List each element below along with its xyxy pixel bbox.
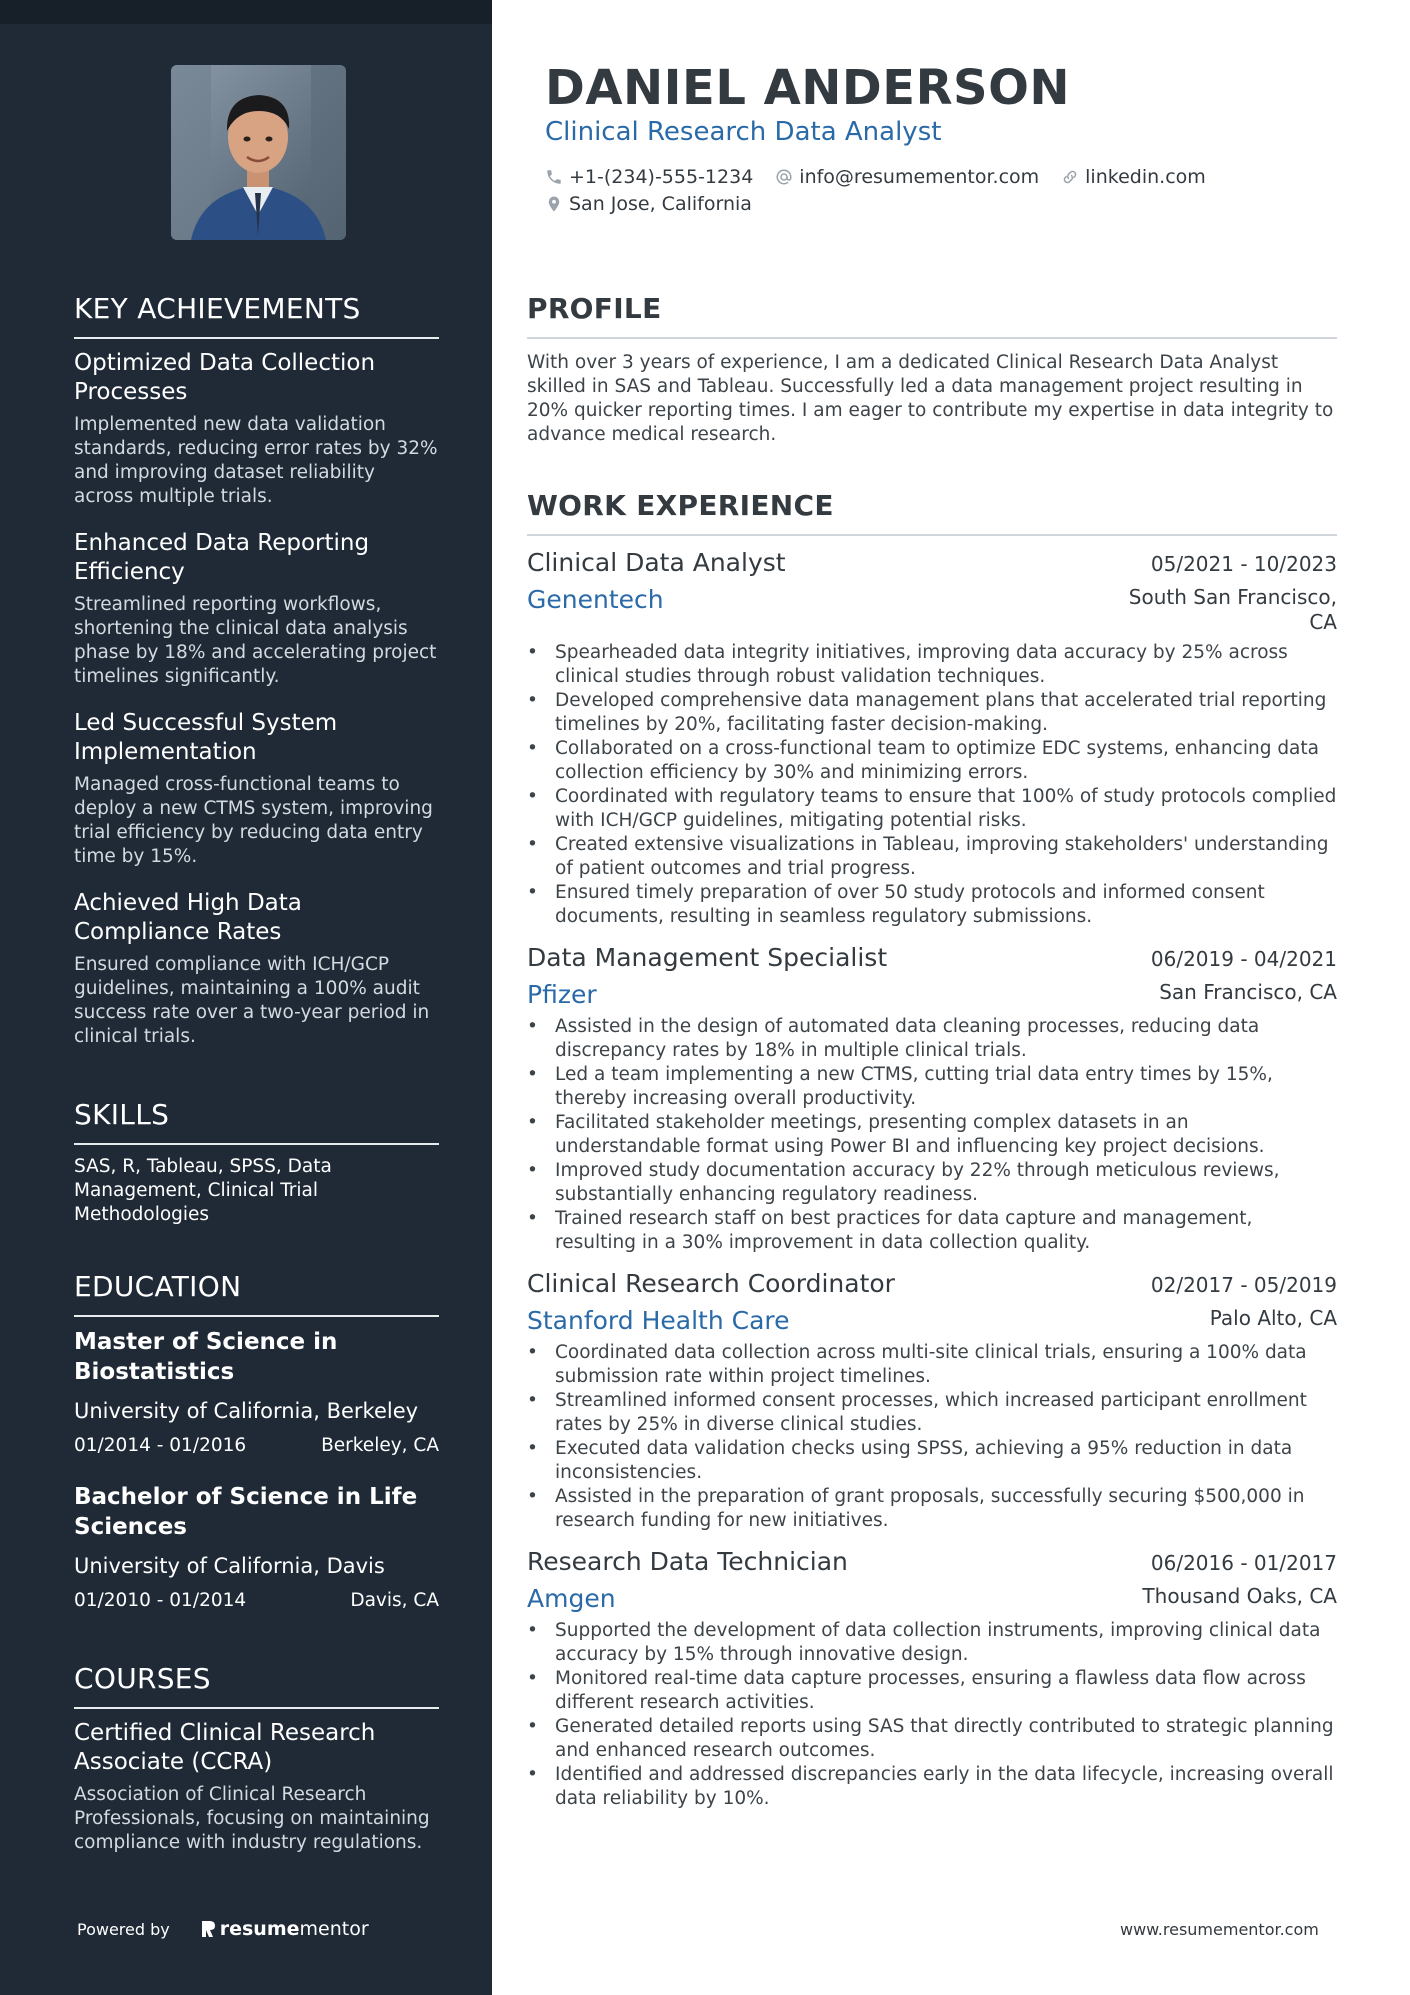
education-item bbox=[74, 1482, 439, 1611]
job-bullet: • Coordinated with regulatory teams to ensure that 100% of study protocols complied with ICH/GCP guidelines, mitigating potential risks. bbox=[527, 785, 1337, 833]
sidebar-top-bar bbox=[0, 0, 492, 24]
phone-contact[interactable] bbox=[545, 166, 753, 188]
job-company: Amgen bbox=[527, 1584, 616, 1613]
education-degree: Master of Science in Biostatistics bbox=[74, 1329, 338, 1385]
job-role: Research Data Technician bbox=[527, 1547, 848, 1576]
job-location: Palo Alto, CA bbox=[1209, 1306, 1337, 1330]
job-company: Pfizer bbox=[527, 980, 597, 1009]
job-company: Stanford Health Care bbox=[527, 1306, 790, 1335]
linkedin-text: linkedin.com bbox=[1085, 165, 1206, 188]
achievement-title: Led Successful System Implementation bbox=[74, 710, 338, 765]
job-bullet: • Assisted in the preparation of grant proposals, successfully securing $500,000 in research funding for new initiatives. bbox=[527, 1485, 1337, 1533]
candidate-name: DANIEL ANDERSON bbox=[545, 60, 1071, 116]
sidebar bbox=[0, 0, 492, 1995]
job-bullet: • Ensured timely preparation of over 50 study protocols and informed consent documents, resulting in seamless regulatory submissions. bbox=[527, 881, 1337, 929]
job-dates: 06/2019 - 04/2021 bbox=[1150, 947, 1337, 971]
job-role: Clinical Research Coordinator bbox=[527, 1269, 895, 1298]
job-bullet: • Improved study documentation accuracy by 22% through meticulous reviews, substantially enhancing regulatory readiness. bbox=[527, 1159, 1337, 1207]
job-dates: 06/2016 - 01/2017 bbox=[1150, 1551, 1337, 1575]
courses-section bbox=[74, 1662, 439, 1855]
brand-name-light: mentor bbox=[299, 1918, 369, 1940]
job-role: Clinical Data Analyst bbox=[527, 548, 786, 577]
courses-heading: COURSES bbox=[74, 1662, 439, 1709]
candidate-title: Clinical Research Data Analyst bbox=[545, 117, 942, 147]
phone-icon bbox=[545, 168, 563, 186]
skills-section bbox=[74, 1098, 439, 1227]
main-content bbox=[492, 0, 1410, 1995]
achievement-description: Ensured compliance with ICH/GCP guidelines, maintaining a 100% audit success rate over a two-year period in clinical trials. bbox=[74, 954, 430, 1047]
achievement-description: Streamlined reporting workflows, shortening the clinical data analysis phase by 18% and accelerating project timelines significantly. bbox=[74, 594, 437, 687]
course-description: Association of Clinical Research Professionals, focusing on maintaining compliance with industry regulations. bbox=[74, 1784, 430, 1853]
powered-by-label: Powered by bbox=[77, 1919, 170, 1939]
achievement-title: Enhanced Data Reporting Efficiency bbox=[74, 530, 370, 585]
achievement-title: Optimized Data Collection Processes bbox=[74, 350, 376, 405]
job-bullet: • Generated detailed reports using SAS that directly contributed to strategic planning and enhanced research outcomes. bbox=[527, 1715, 1337, 1763]
job-bullet: • Developed comprehensive data management plans that accelerated trial reporting timelines by 20%, facilitating faster decision-making. bbox=[527, 689, 1337, 737]
job-bullets bbox=[527, 1619, 1337, 1811]
skills-heading: SKILLS bbox=[74, 1098, 439, 1145]
job-bullet: • Created extensive visualizations in Tableau, improving stakeholders' understanding of patient outcomes and trial progress. bbox=[527, 833, 1337, 881]
location-text: San Jose, California bbox=[569, 192, 752, 215]
job-bullets bbox=[527, 641, 1337, 929]
linkedin-contact[interactable] bbox=[1061, 166, 1206, 188]
job-bullets bbox=[527, 1341, 1337, 1533]
course-title: Certified Clinical Research Associate (CCRA) bbox=[74, 1720, 376, 1775]
profile-heading: PROFILE bbox=[527, 292, 1337, 339]
job-entry bbox=[527, 1547, 1337, 1811]
achievement-description: Implemented new data validation standards, reducing error rates by 32% and improving dataset reliability across multiple trials. bbox=[74, 414, 438, 507]
email-contact[interactable] bbox=[775, 166, 1039, 188]
job-location: South San Francisco, CA bbox=[1128, 585, 1337, 634]
job-entry bbox=[527, 1269, 1337, 1533]
email-text: info@resumementor.com bbox=[799, 165, 1040, 188]
job-entry bbox=[527, 548, 1337, 929]
resumementor-logo[interactable] bbox=[200, 1918, 369, 1940]
education-item bbox=[74, 1327, 439, 1456]
job-bullet: • Monitored real-time data capture processes, ensuring a flawless data flow across different research activities. bbox=[527, 1667, 1337, 1715]
skills-list: SAS, R, Tableau, SPSS, Data Management, Clinical Trial Methodologies bbox=[74, 1156, 332, 1225]
education-location: Berkeley, CA bbox=[321, 1435, 439, 1456]
job-bullet: • Executed data validation checks using SPSS, achieving a 95% reduction in data inconsistencies. bbox=[527, 1437, 1337, 1485]
job-bullet: • Collaborated on a cross-functional team to optimize EDC systems, enhancing data collection efficiency by 30% and minimizing errors. bbox=[527, 737, 1337, 785]
job-bullet: • Streamlined informed consent processes, which increased participant enrollment rates by 25% in diverse clinical studies. bbox=[527, 1389, 1337, 1437]
education-dates: 01/2014 - 01/2016 bbox=[74, 1435, 247, 1456]
job-bullet: • Facilitated stakeholder meetings, presenting complex datasets in an understandable format using Power BI and influencing key project decisions. bbox=[527, 1111, 1337, 1159]
education-school: University of California, Berkeley bbox=[74, 1399, 419, 1423]
job-location: San Francisco, CA bbox=[1159, 980, 1337, 1004]
brand-name-bold: resume bbox=[219, 1918, 300, 1940]
profile-section bbox=[527, 292, 1337, 447]
achievement-item bbox=[74, 889, 439, 1049]
achievement-item bbox=[74, 529, 439, 689]
footer-website-link[interactable]: www.resumementor.com bbox=[1120, 1920, 1319, 1939]
education-heading: EDUCATION bbox=[74, 1270, 439, 1317]
location-contact bbox=[545, 193, 752, 215]
job-bullet: • Supported the development of data collection instruments, improving clinical data accuracy by 15% through innovative design. bbox=[527, 1619, 1337, 1667]
location-pin-icon bbox=[545, 195, 563, 213]
education-section bbox=[74, 1270, 439, 1637]
key-achievements-heading: KEY ACHIEVEMENTS bbox=[74, 292, 439, 339]
contact-info bbox=[545, 163, 1305, 217]
achievement-description: Managed cross-functional teams to deploy a new CTMS system, improving trial efficiency by reducing data entry time by 15%. bbox=[74, 774, 433, 867]
job-bullet: • Coordinated data collection across multi-site clinical trials, ensuring a 100% data submission rate within project timelines. bbox=[527, 1341, 1337, 1389]
job-bullets bbox=[527, 1015, 1337, 1255]
job-bullet: • Spearheaded data integrity initiatives, improving data accuracy by 25% across clinical studies through robust validation techniques. bbox=[527, 641, 1337, 689]
job-bullet: • Trained research staff on best practices for data capture and management, resulting in a 30% improvement in data collection quality. bbox=[527, 1207, 1337, 1255]
achievement-title: Achieved High Data Compliance Rates bbox=[74, 890, 302, 945]
job-bullet: • Identified and addressed discrepancies early in the data lifecycle, increasing overall data reliability by 10%. bbox=[527, 1763, 1337, 1811]
education-degree: Bachelor of Science in Life Sciences bbox=[74, 1484, 418, 1540]
job-dates: 05/2021 - 10/2023 bbox=[1150, 552, 1337, 576]
resumementor-mark-icon bbox=[200, 1919, 216, 1939]
education-dates: 01/2010 - 01/2014 bbox=[74, 1590, 247, 1611]
powered-by bbox=[77, 1918, 369, 1940]
work-experience-section bbox=[527, 489, 1337, 1825]
profile-summary: With over 3 years of experience, I am a dedicated Clinical Research Data Analyst skilled in SAS and Tableau. Successfully led a data management project resulting in 20% quicker reporting times. I am eager to contribute my expertise in data integrity to advance medical research. bbox=[527, 352, 1334, 445]
achievement-item bbox=[74, 349, 439, 509]
at-icon bbox=[775, 168, 793, 186]
job-company: Genentech bbox=[527, 585, 664, 614]
education-location: Davis, CA bbox=[350, 1590, 439, 1611]
job-entry bbox=[527, 943, 1337, 1255]
job-bullet: • Assisted in the design of automated data cleaning processes, reducing data discrepancy rates by 18% in multiple clinical trials. bbox=[527, 1015, 1337, 1063]
course-item bbox=[74, 1719, 439, 1855]
education-school: University of California, Davis bbox=[74, 1554, 385, 1578]
job-bullet: • Led a team implementing a new CTMS, cutting trial data entry times by 15%, thereby increasing overall productivity. bbox=[527, 1063, 1337, 1111]
phone-text: +1-(234)-555-1234 bbox=[569, 165, 754, 188]
key-achievements-section bbox=[74, 292, 439, 1069]
profile-photo bbox=[171, 65, 346, 240]
achievement-item bbox=[74, 709, 439, 869]
job-role: Data Management Specialist bbox=[527, 943, 888, 972]
job-dates: 02/2017 - 05/2019 bbox=[1150, 1273, 1337, 1297]
job-location: Thousand Oaks, CA bbox=[1142, 1584, 1337, 1608]
work-experience-heading: WORK EXPERIENCE bbox=[527, 489, 1337, 536]
link-icon bbox=[1061, 168, 1079, 186]
